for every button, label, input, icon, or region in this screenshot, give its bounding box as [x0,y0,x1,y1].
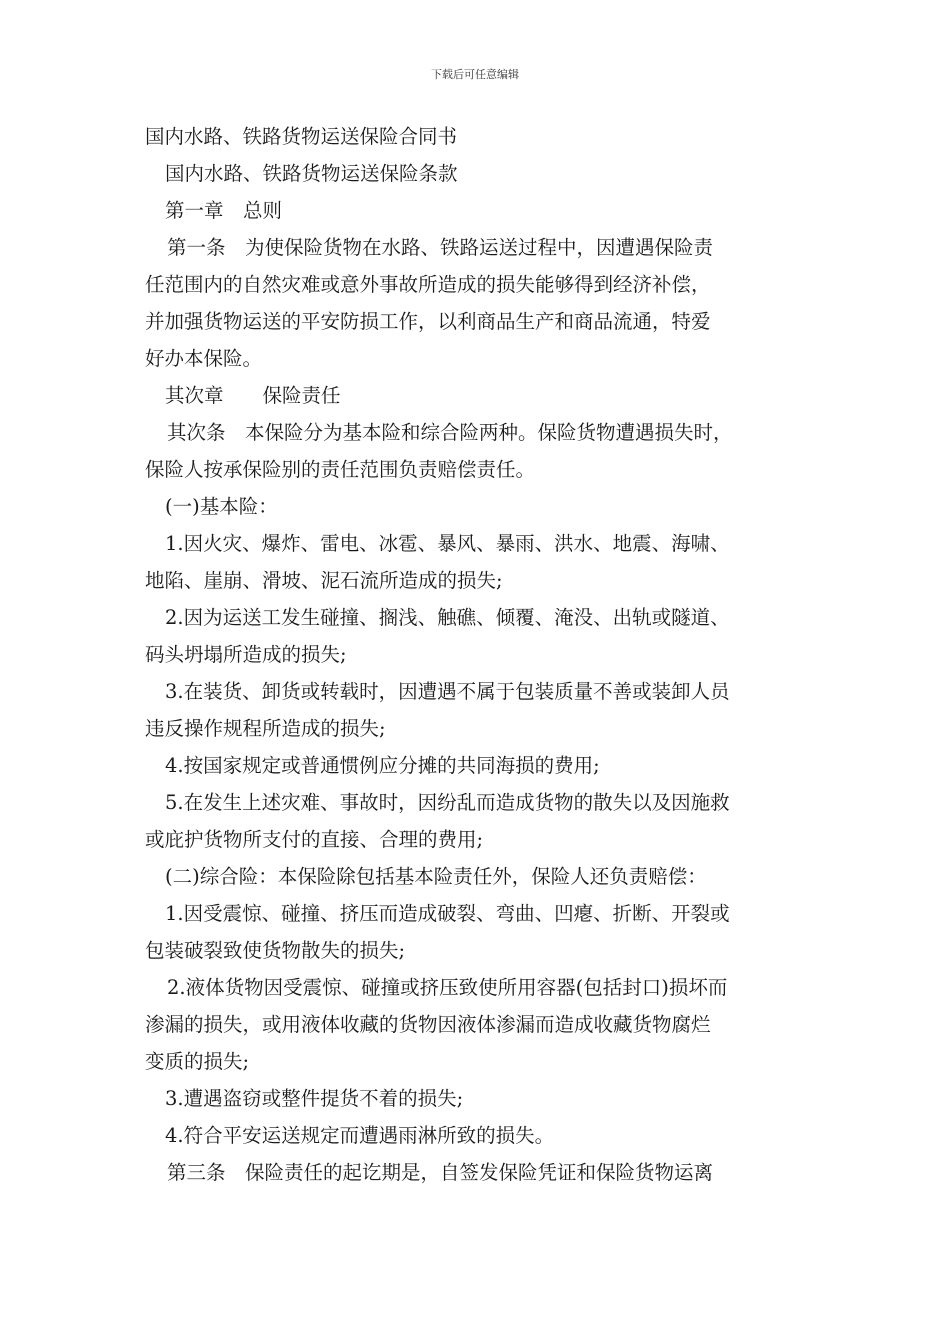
text-line: 第一条 为使保险货物在水路、铁路运送过程中，因遭遇保险责 [167,236,714,259]
text-line: 违反操作规程所造成的损失; [145,717,386,740]
text-line: 4.按国家规定或普通惯例应分摊的共同海损的费用; [165,754,600,777]
text-line: 地陷、崖崩、滑坡、泥石流所造成的损失; [145,569,503,592]
text-line: (一)基本险： [165,495,278,518]
text-line: 第三条 保险责任的起讫期是，自签发保险凭证和保险货物运离 [167,1161,714,1184]
text-line: 其次章 保险责任 [165,384,341,407]
text-line: 码头坍塌所造成的损失; [145,643,347,666]
text-line: 并加强货物运送的平安防损工作，以利商品生产和商品流通，特爱 [145,310,711,333]
text-line: 变质的损失; [145,1050,250,1073]
text-line: 3.在装货、卸货或转载时，因遭遇不属于包装质量不善或装卸人员 [165,680,730,703]
text-line: 3.遭遇盗窃或整件提货不着的损失; [165,1087,464,1110]
text-line: 4.符合平安运送规定而遭遇雨淋所致的损失。 [165,1124,555,1147]
text-line: 渗漏的损失，或用液体收藏的货物因液体渗漏而造成收藏货物腐烂 [145,1013,711,1036]
text-line: 国内水路、铁路货物运送保险条款 [165,162,458,185]
text-line: 1.因火灾、爆炸、雷电、冰雹、暴风、暴雨、洪水、地震、海啸、 [165,532,730,555]
text-line: 5.在发生上述灾难、事故时，因纷乱而造成货物的散失以及因施救 [165,791,730,814]
text-line: 其次条 本保险分为基本险和综合险两种。保险货物遭遇损失时， [167,421,733,444]
text-line: 任范围内的自然灾难或意外事故所造成的损失能够得到经济补偿， [145,273,711,296]
text-line: 1.因受震惊、碰撞、挤压而造成破裂、弯曲、凹瘪、折断、开裂或 [165,902,730,925]
text-line: 2.因为运送工发生碰撞、搁浅、触礁、倾覆、淹没、出轨或隧道、 [165,606,730,629]
page-header: 下载后可任意编辑 [431,68,519,81]
text-line: 保险人按承保险别的责任范围负责赔偿责任。 [145,458,536,481]
text-line: 或庇护货物所支付的直接、合理的费用; [145,828,484,851]
text-line: 第一章 总则 [165,199,283,222]
document-title: 国内水路、铁路货物运送保险合同书 [145,125,458,148]
document-body [145,118,815,1191]
text-line: 2.液体货物因受震惊、碰撞或挤压致使所用容器(包括封口)损坏而 [167,976,728,999]
text-line: 包装破裂致使货物散失的损失; [145,939,406,962]
text-line: (二)综合险：本保险除包括基本险责任外，保险人还负责赔偿： [165,865,707,888]
text-line: 好办本保险。 [145,347,263,370]
